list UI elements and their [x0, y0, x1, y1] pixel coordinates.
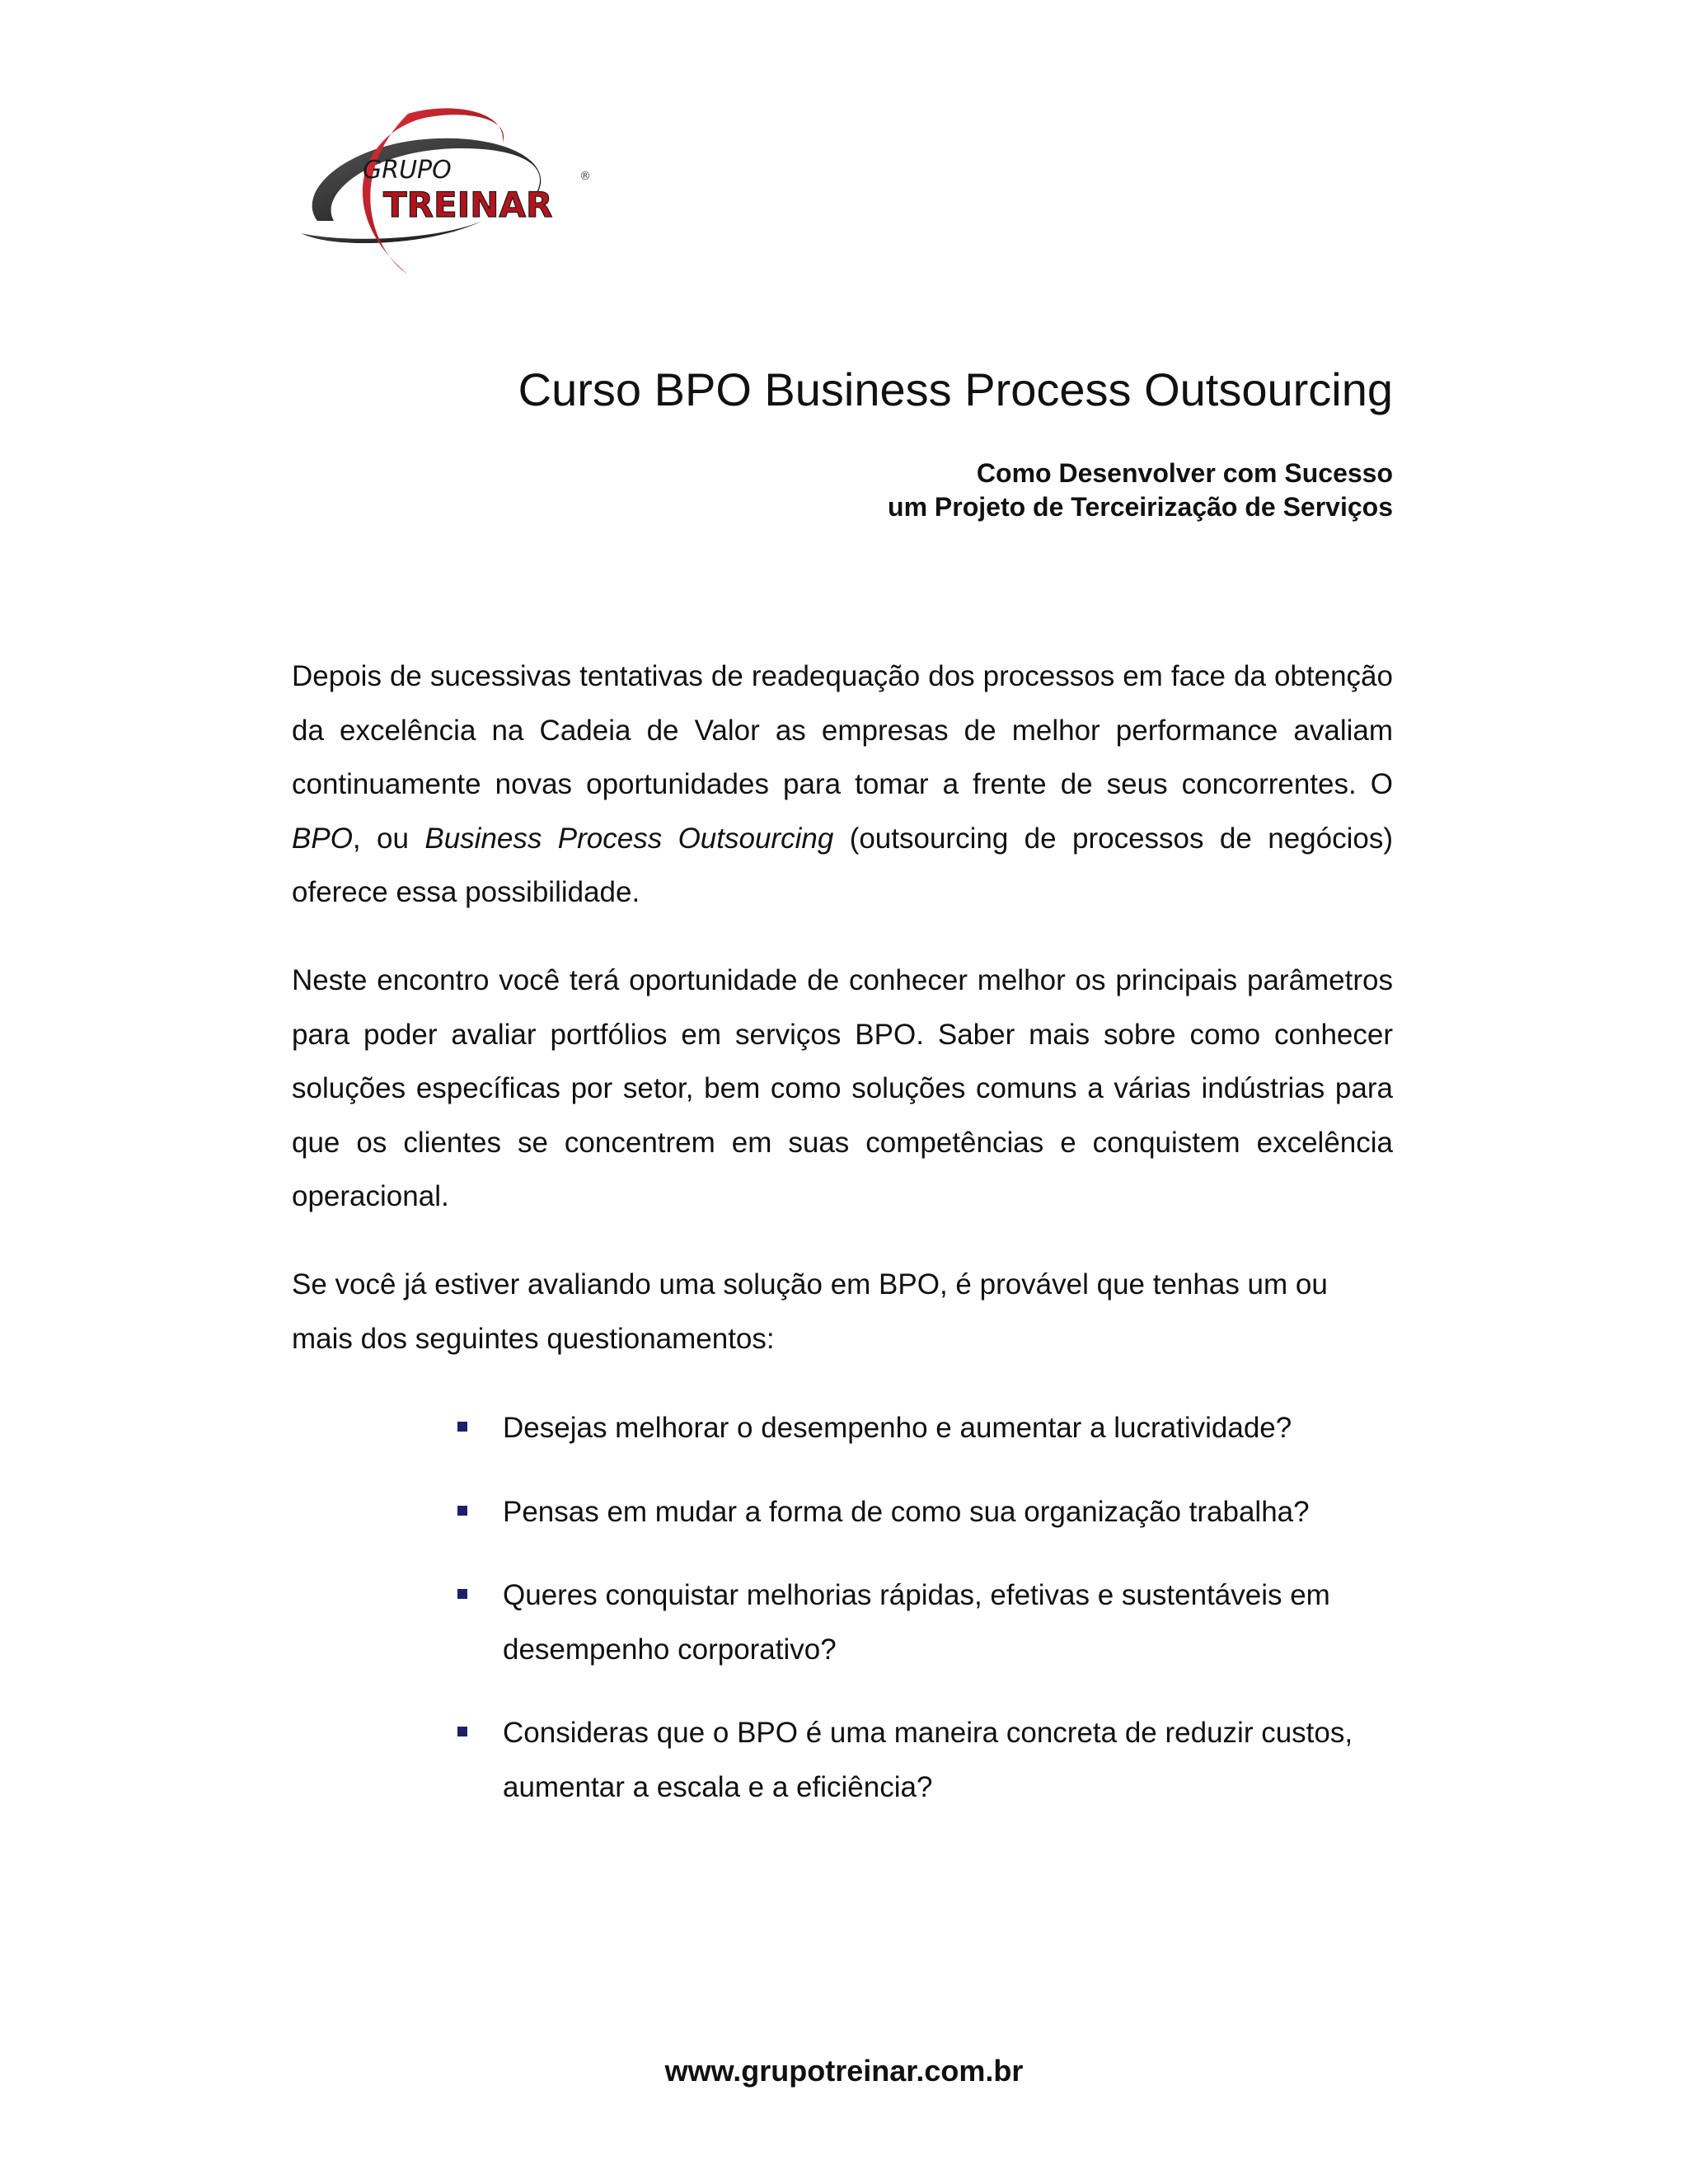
square-bullet-icon [457, 1589, 467, 1599]
subtitle-line-1: Como Desenvolver com Sucesso [976, 458, 1393, 488]
list-item [457, 1401, 1393, 1455]
paragraph-intro-part1: Depois de sucessivas tentativas de readequação dos processos em face da obtenção da excelência na Cadeia de Valor as empresas de melhor performance avaliam continuamente novas oportunidades para tomar a frente de seus concorrentes. O [292, 660, 1393, 800]
list-item [457, 1568, 1393, 1676]
list-item-text: Queres conquistar melhorias rápidas, efetivas e sustentáveis em desempenho corporativo? [503, 1579, 1330, 1666]
logo-text-grupo: GRUPO [363, 156, 452, 185]
paragraph-questions-intro [292, 1258, 1393, 1366]
grupo-treinar-logo [284, 97, 614, 287]
list-item [457, 1706, 1393, 1814]
page-title: Curso BPO Business Process Outsourcing [518, 363, 1393, 415]
logo-text-treinar: TREINAR [383, 185, 553, 225]
paragraph-intro [292, 649, 1393, 920]
logo-registered-mark: ® [579, 170, 591, 183]
list-item-text: Consideras que o BPO é uma maneira concreta de reduzir custos, aumentar a escala e a eficiência? [503, 1717, 1353, 1803]
paragraph-encounter-text: Neste encontro você terá oportunidade de conhecer melhor os principais parâmetros para poder avaliar portfólios em serviços BPO. Saber mais sobre como conhecer soluções específicas por setor, bem como soluções comuns a várias indústrias para que os clientes se concentrem em suas competências e conquistem excelência operacional. [292, 964, 1393, 1212]
list-item-text: Pensas em mudar a forma de como sua organização trabalha? [503, 1495, 1310, 1528]
paragraph-intro-part3: (outsourcing de processos de negócios) oferece essa possibilidade. [292, 822, 1393, 908]
list-item-text: Desejas melhorar o desempenho e aumentar a lucratividade? [503, 1412, 1292, 1444]
paragraph-intro-bpo-full: Business Process Outsourcing [424, 822, 834, 855]
square-bullet-icon [457, 1506, 467, 1516]
subtitle-line-2: um Projeto de Terceirização de Serviços [888, 492, 1393, 522]
square-bullet-icon [457, 1422, 467, 1432]
paragraph-questions-intro-text: Se você já estiver avaliando uma solução em BPO, é provável que tenhas um ou mais dos seguintes questionamentos: [292, 1268, 1328, 1355]
footer-website-link[interactable]: www.grupotreinar.com.br [664, 2054, 1024, 2088]
page-subtitle [330, 457, 1393, 524]
square-bullet-icon [457, 1727, 467, 1736]
list-item [457, 1485, 1393, 1540]
paragraph-intro-bpo: BPO [292, 822, 353, 855]
paragraph-encounter [292, 954, 1393, 1224]
question-list [457, 1401, 1393, 1844]
paragraph-intro-part2: , ou [352, 822, 425, 855]
